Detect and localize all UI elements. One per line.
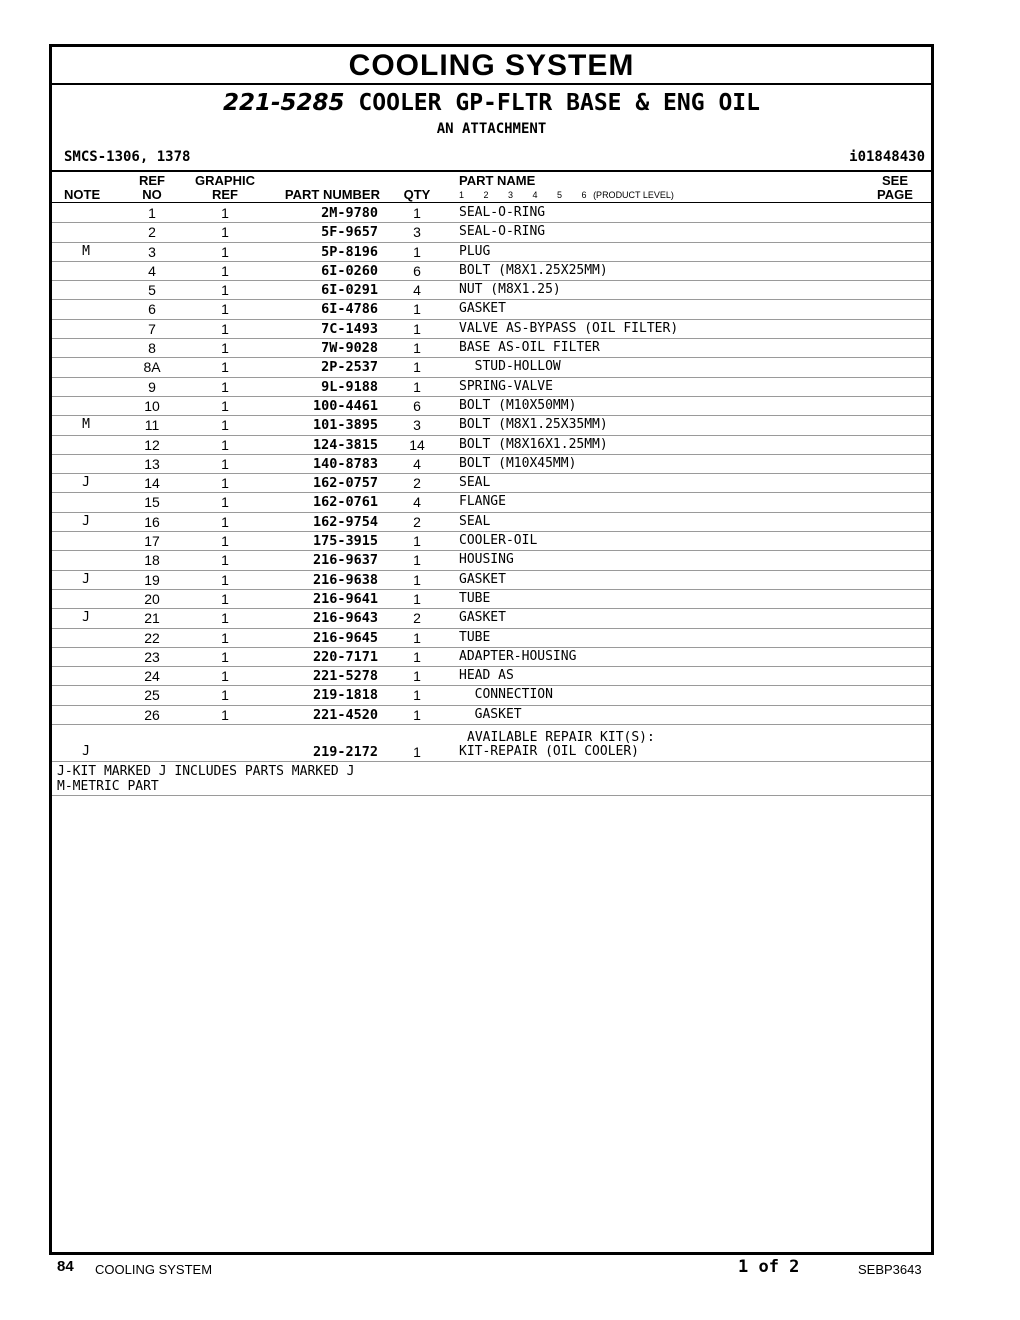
row-part-name: HOUSING (459, 552, 514, 568)
row-part-name: KIT-REPAIR (OIL COOLER) (459, 744, 640, 760)
row-ref-no: 8A (143, 359, 161, 376)
col-graphic-ref: GRAPHIC REF (195, 173, 255, 202)
row-ref-no: 15 (144, 494, 160, 511)
row-part-number: 140-8783 (312, 455, 378, 472)
table-row (52, 416, 931, 435)
row-graphic-ref: 1 (221, 224, 229, 241)
row-ref-no: 26 (144, 706, 160, 723)
row-part-number: 220-7171 (312, 648, 378, 665)
row-graphic-ref: 1 (221, 706, 229, 723)
row-graphic-ref: 1 (221, 513, 229, 530)
row-part-name: GASKET (459, 706, 522, 722)
row-part-name: FLANGE (459, 494, 506, 510)
row-part-number: 6I-4786 (321, 301, 378, 318)
row-note: M (82, 417, 90, 433)
table-row (52, 262, 931, 281)
row-ref-no: 5 (148, 282, 156, 299)
row-qty: 1 (413, 320, 421, 337)
row-part-number: 219-2172 (312, 744, 378, 761)
table-row (52, 686, 931, 705)
row-qty: 1 (413, 571, 421, 588)
row-part-name: SEAL-O-RING (459, 205, 546, 220)
table-row (52, 204, 931, 223)
row-part-name: GASKET (459, 610, 506, 626)
row-part-number: 124-3815 (312, 436, 378, 453)
header-divider (52, 170, 931, 172)
table-row (52, 455, 931, 474)
row-graphic-ref: 1 (221, 590, 229, 607)
row-graphic-ref: 1 (221, 262, 229, 279)
row-part-number: 175-3915 (312, 533, 378, 550)
row-part-number: 162-0761 (312, 494, 378, 511)
product-levels (459, 190, 674, 200)
row-ref-no: 3 (148, 243, 156, 260)
row-graphic-ref: 1 (221, 494, 229, 511)
col-part-name: PART NAME (459, 173, 536, 188)
table-row (52, 629, 931, 648)
table-row (52, 590, 931, 609)
row-part-name: VALVE AS-BYPASS (OIL FILTER) (459, 320, 679, 336)
row-qty: 4 (413, 494, 421, 511)
row-part-number: 2P-2537 (321, 359, 378, 376)
col-see-page: SEE PAGE (877, 173, 913, 202)
column-header-divider (52, 202, 931, 203)
row-ref-no: 22 (144, 629, 160, 646)
row-part-number: 5F-9657 (321, 224, 378, 241)
table-row (52, 474, 931, 493)
row-qty: 1 (413, 359, 421, 376)
row-part-number: 219-1818 (312, 687, 378, 704)
row-note: J (82, 475, 90, 491)
row-ref-no: 20 (144, 590, 160, 607)
row-part-number: 216-9641 (312, 590, 378, 607)
row-ref-no: 6 (148, 301, 156, 318)
row-ref-no: 9 (148, 378, 156, 395)
table-row (52, 571, 931, 590)
row-part-number: 7C-1493 (321, 320, 378, 337)
group-name: COOLER GP-FLTR BASE & ENG OIL (358, 90, 760, 116)
row-part-name: SPRING-VALVE (459, 378, 553, 394)
row-part-number: 162-0757 (312, 475, 378, 492)
product-level-numbers: 1 2 3 4 5 6 (459, 190, 587, 200)
parts-list (52, 204, 931, 796)
row-qty: 4 (413, 282, 421, 299)
table-row (52, 493, 931, 512)
table-row (52, 532, 931, 551)
row-ref-no: 14 (144, 475, 160, 492)
row-part-name: SEAL-O-RING (459, 224, 546, 240)
row-part-name: BOLT (M8X1.25X35MM) (459, 417, 608, 433)
notes-block (52, 762, 931, 796)
table-row (52, 281, 931, 300)
product-level-label: (PRODUCT LEVEL) (593, 190, 674, 200)
row-ref-no: 12 (144, 436, 160, 453)
row-part-number: 216-9645 (312, 629, 378, 646)
row-qty: 3 (413, 417, 421, 434)
row-graphic-ref: 1 (221, 629, 229, 646)
row-part-name: STUD-HOLLOW (459, 359, 561, 375)
table-row (52, 300, 931, 319)
row-graphic-ref: 1 (221, 436, 229, 453)
row-part-name: GASKET (459, 571, 506, 587)
parts-rows (52, 204, 931, 725)
row-part-number: 101-3895 (312, 417, 378, 434)
table-row (52, 320, 931, 339)
smcs-code: SMCS-1306, 1378 (64, 149, 191, 165)
row-part-name: BOLT (M8X16X1.25MM) (459, 436, 608, 452)
row-part-number: 9L-9188 (321, 378, 378, 395)
row-ref-no: 2 (148, 224, 156, 241)
row-qty: 1 (413, 648, 421, 665)
row-part-number: 216-9638 (312, 571, 378, 588)
row-qty: 4 (413, 455, 421, 472)
table-row (52, 648, 931, 667)
attachment-label: AN ATTACHMENT (436, 121, 547, 137)
row-ref-no: 23 (144, 648, 160, 665)
row-part-number: 5P-8196 (321, 243, 378, 260)
row-ref-no: 18 (144, 552, 160, 569)
row-graphic-ref: 1 (221, 417, 229, 434)
row-part-number: 7W-9028 (321, 340, 378, 357)
row-graphic-ref: 1 (221, 455, 229, 472)
footer-section: COOLING SYSTEM (95, 1262, 213, 1277)
row-graphic-ref: 1 (221, 378, 229, 395)
row-note: J (82, 610, 90, 626)
row-ref-no: 19 (144, 571, 160, 588)
row-note: J (82, 744, 90, 760)
col-ref-no: REF NO (139, 173, 165, 202)
col-part-number: PART NUMBER (284, 187, 380, 202)
row-ref-no: 4 (148, 262, 156, 279)
repair-kit-rows (52, 743, 931, 762)
row-qty: 14 (409, 436, 425, 453)
footer-page-number: 84 (57, 1258, 74, 1275)
note-line: M-METRIC PART (57, 779, 159, 795)
row-graphic-ref: 1 (221, 571, 229, 588)
row-part-number: 162-9754 (312, 513, 378, 530)
row-graphic-ref: 1 (221, 359, 229, 376)
row-part-name: TUBE (459, 590, 491, 606)
row-part-name: SEAL (459, 513, 491, 529)
row-qty: 1 (413, 744, 421, 761)
row-part-name: COOLER-OIL (459, 533, 538, 549)
row-graphic-ref: 1 (221, 648, 229, 665)
row-part-number: 2M-9780 (321, 205, 378, 221)
row-qty: 1 (413, 687, 421, 704)
row-graphic-ref: 1 (221, 552, 229, 569)
row-graphic-ref: 1 (221, 301, 229, 318)
group-heading (52, 89, 931, 117)
row-note: J (82, 571, 90, 587)
row-graphic-ref: 1 (221, 687, 229, 704)
table-row (52, 358, 931, 377)
repair-kits-label: AVAILABLE REPAIR KIT(S): (467, 730, 655, 746)
footer-document-id: SEBP3643 (858, 1262, 922, 1277)
repair-kits-heading (52, 725, 931, 746)
row-ref-no: 1 (148, 205, 156, 221)
row-ref-no: 24 (144, 668, 160, 685)
row-ref-no: 17 (144, 533, 160, 550)
row-graphic-ref: 1 (221, 610, 229, 627)
row-qty: 2 (413, 513, 421, 530)
row-qty: 1 (413, 533, 421, 550)
group-number: 221-5285 (222, 90, 345, 116)
row-qty: 2 (413, 475, 421, 492)
row-part-name: BOLT (M10X45MM) (459, 455, 577, 471)
table-row (52, 243, 931, 262)
row-qty: 1 (413, 340, 421, 357)
row-ref-no: 13 (144, 455, 160, 472)
row-part-name: SEAL (459, 475, 491, 491)
row-part-number: 221-5278 (312, 668, 378, 685)
row-part-name: HEAD AS (459, 668, 514, 684)
row-part-number: 216-9637 (312, 552, 378, 569)
row-part-name: BOLT (M10X50MM) (459, 397, 577, 413)
row-part-number: 6I-0260 (321, 262, 378, 279)
row-qty: 1 (413, 378, 421, 395)
row-ref-no: 25 (144, 687, 160, 704)
row-qty: 1 (413, 205, 421, 221)
table-row (52, 743, 931, 762)
table-row (52, 609, 931, 628)
row-graphic-ref: 1 (221, 320, 229, 337)
table-row (52, 436, 931, 455)
row-part-name: GASKET (459, 301, 506, 317)
row-graphic-ref: 1 (221, 475, 229, 492)
row-part-name: TUBE (459, 629, 491, 645)
row-ref-no: 8 (148, 340, 156, 357)
row-qty: 1 (413, 629, 421, 646)
row-graphic-ref: 1 (221, 340, 229, 357)
row-part-name: ADAPTER-HOUSING (459, 648, 577, 664)
row-qty: 1 (413, 668, 421, 685)
row-graphic-ref: 1 (221, 397, 229, 414)
row-graphic-ref: 1 (221, 243, 229, 260)
row-qty: 1 (413, 552, 421, 569)
row-ref-no: 21 (144, 610, 160, 627)
col-note: NOTE (64, 187, 101, 202)
footer-page-of: 1 of 2 (738, 1257, 800, 1277)
row-ref-no: 10 (144, 397, 160, 414)
row-graphic-ref: 1 (221, 205, 229, 221)
table-row (52, 223, 931, 242)
row-qty: 1 (413, 706, 421, 723)
row-part-number: 221-4520 (312, 706, 378, 723)
row-qty: 1 (413, 301, 421, 318)
row-ref-no: 7 (148, 320, 156, 337)
row-graphic-ref: 1 (221, 533, 229, 550)
table-row (52, 551, 931, 570)
col-qty: QTY (403, 187, 431, 202)
row-ref-no: 11 (144, 417, 160, 434)
row-note: M (82, 243, 90, 259)
row-part-number: 100-4461 (312, 397, 378, 414)
parts-page-frame (49, 44, 934, 1255)
row-note: J (82, 513, 90, 529)
row-part-name: BOLT (M8X1.25X25MM) (459, 262, 608, 278)
row-part-name: CONNECTION (459, 687, 553, 703)
row-part-name: PLUG (459, 243, 491, 259)
row-graphic-ref: 1 (221, 668, 229, 685)
row-part-name: BASE AS-OIL FILTER (459, 340, 600, 356)
row-qty: 3 (413, 224, 421, 241)
row-ref-no: 16 (144, 513, 160, 530)
row-qty: 6 (413, 262, 421, 279)
table-row (52, 513, 931, 532)
illustration-id: i01848430 (849, 149, 925, 165)
table-row (52, 667, 931, 686)
row-part-number: 6I-0291 (321, 282, 378, 299)
row-qty: 6 (413, 397, 421, 414)
table-row (52, 378, 931, 397)
table-row (52, 397, 931, 416)
table-row (52, 706, 931, 725)
row-qty: 1 (413, 590, 421, 607)
row-graphic-ref: 1 (221, 282, 229, 299)
row-qty: 2 (413, 610, 421, 627)
note-line: J-KIT MARKED J INCLUDES PARTS MARKED J (57, 764, 355, 780)
row-part-number: 216-9643 (312, 610, 378, 627)
row-part-name: NUT (M8X1.25) (459, 282, 561, 298)
section-title: COOLING SYSTEM (52, 47, 931, 85)
table-row (52, 339, 931, 358)
row-qty: 1 (413, 243, 421, 260)
